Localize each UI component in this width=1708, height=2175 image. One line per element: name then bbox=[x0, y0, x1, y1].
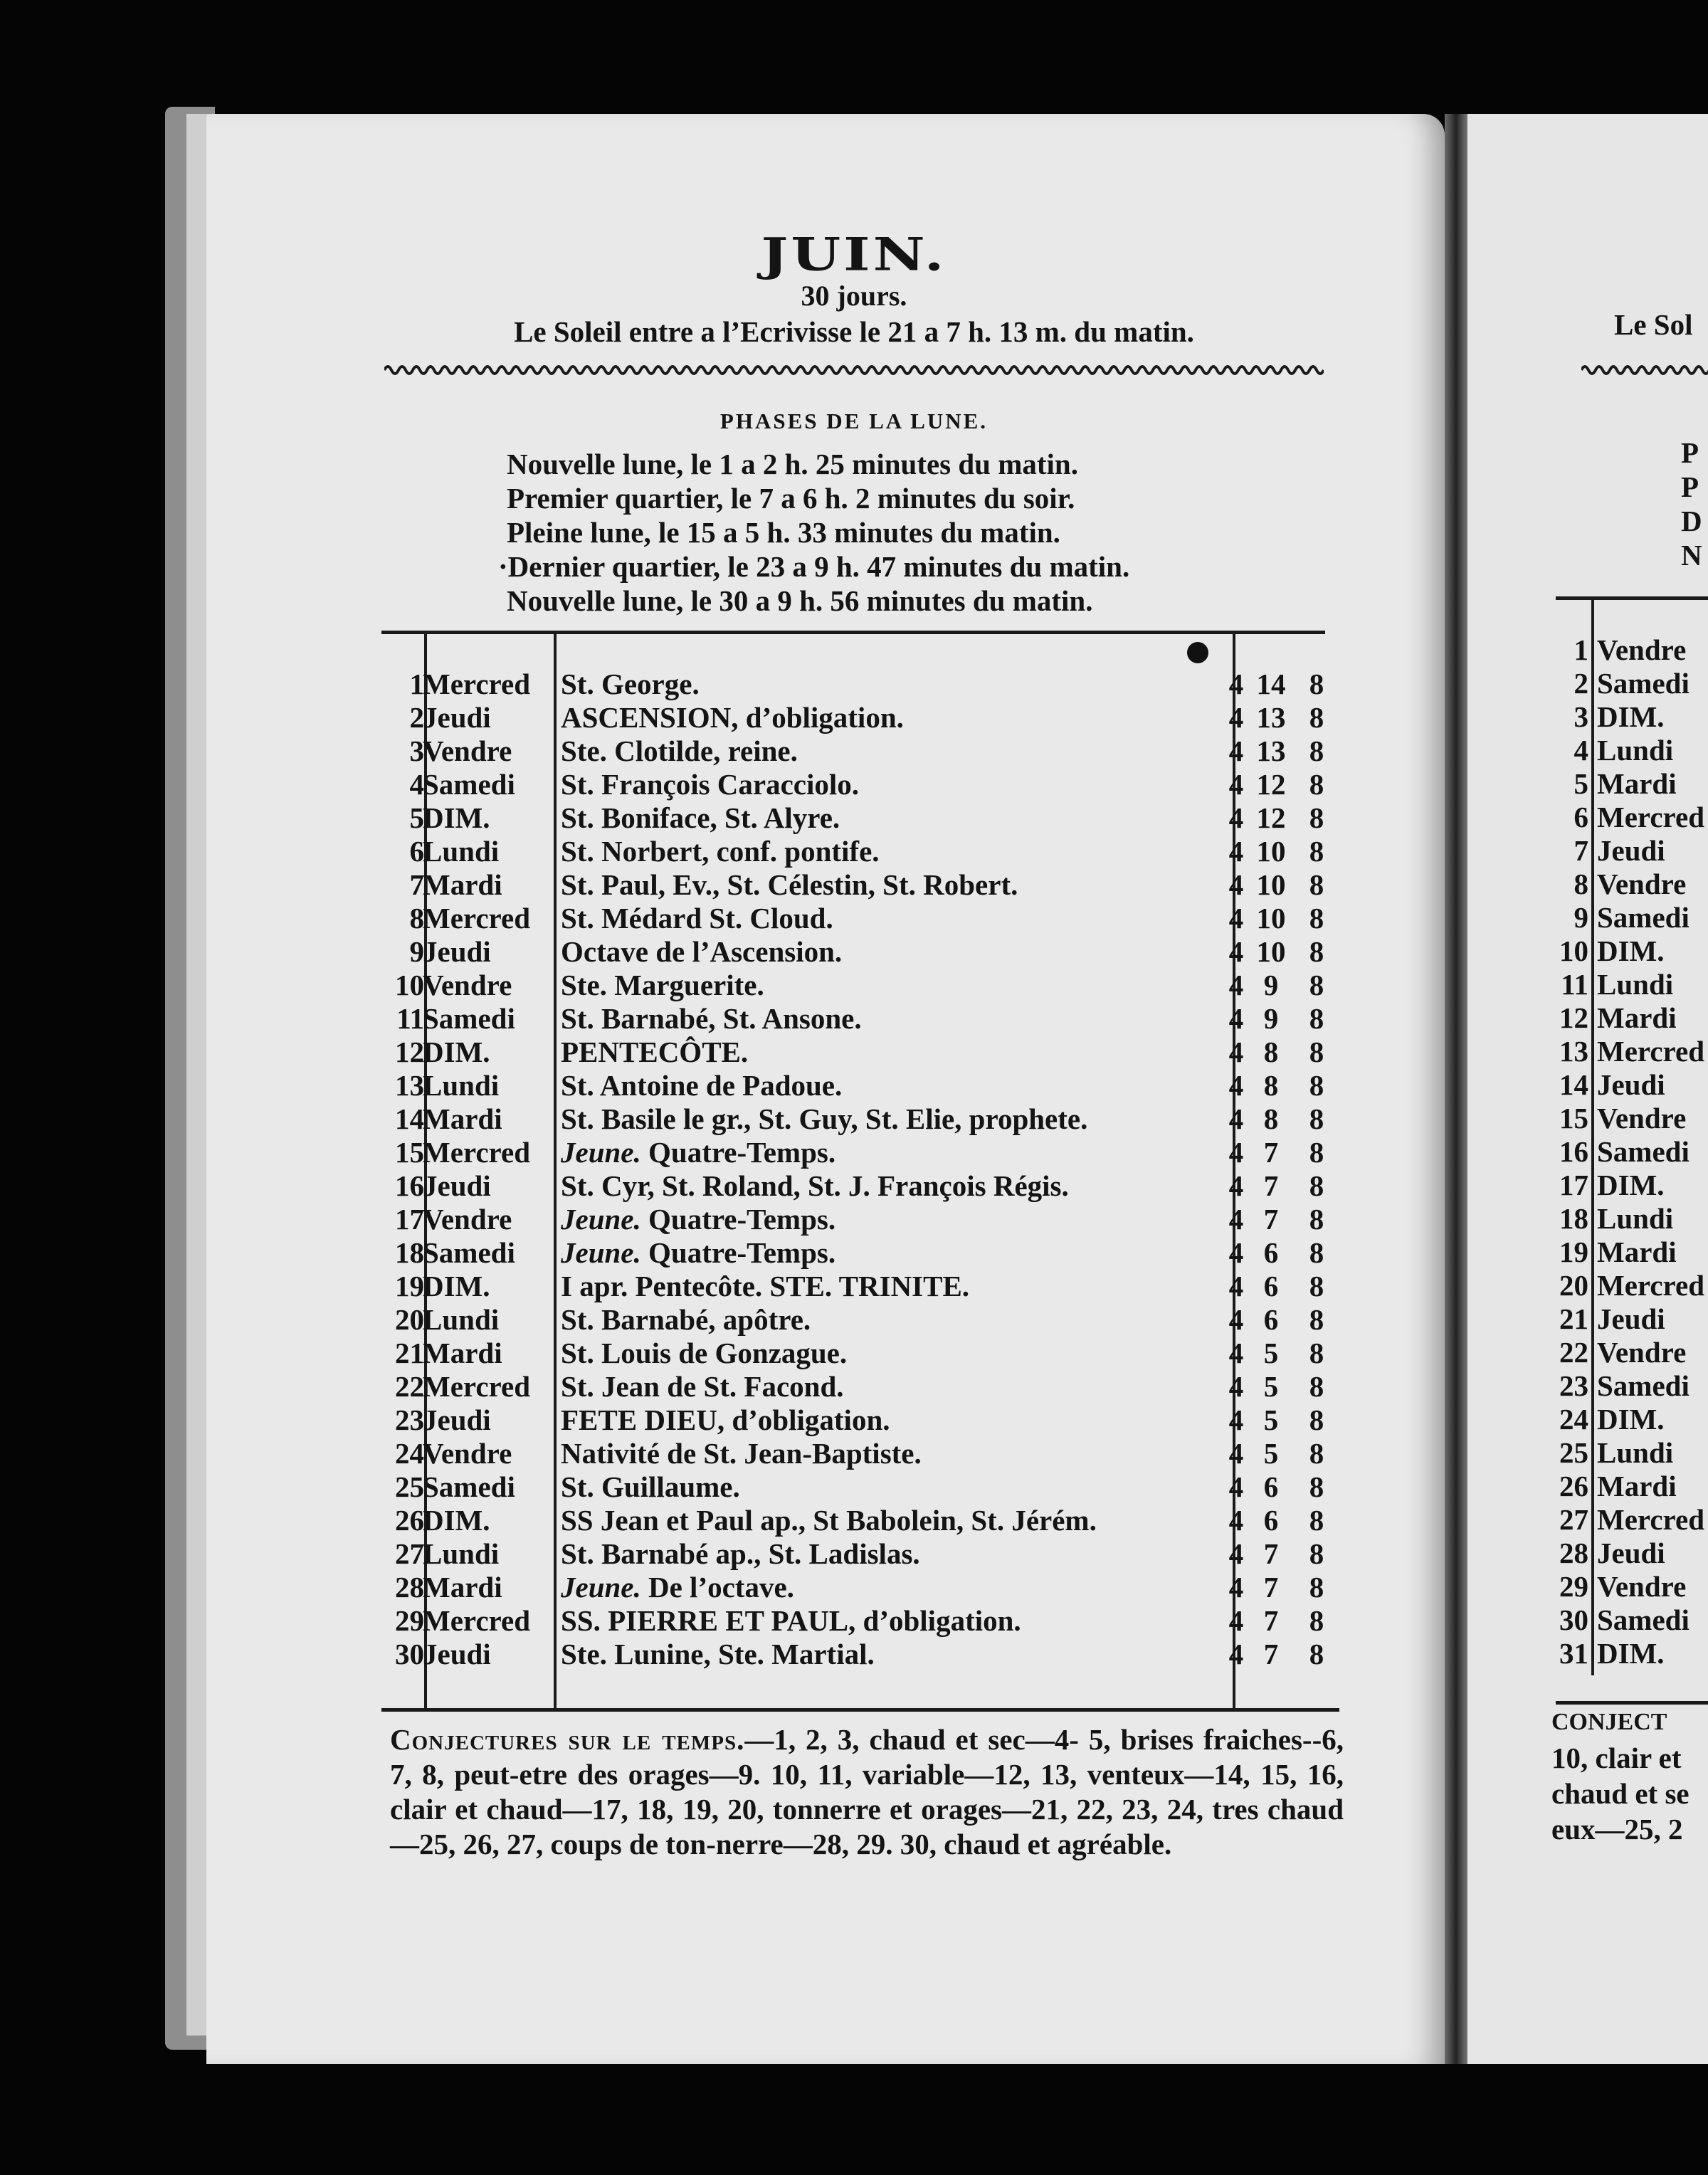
right-weekday: Vendre bbox=[1597, 868, 1687, 900]
day-number: 14 bbox=[395, 1102, 424, 1135]
right-conjectures-line: chaud et se bbox=[1551, 1777, 1689, 1810]
minute-value: 7 bbox=[1263, 1203, 1279, 1236]
extra-value: 8 bbox=[1309, 868, 1324, 901]
extra-value: 8 bbox=[1309, 1036, 1324, 1068]
right-phase-letter: D bbox=[1681, 505, 1702, 537]
hour-value: 4 bbox=[1228, 1604, 1244, 1637]
minute-value: 5 bbox=[1263, 1437, 1279, 1470]
right-weekday: Jeudi bbox=[1597, 1537, 1665, 1569]
extra-value: 8 bbox=[1309, 902, 1324, 934]
weekday: Mardi bbox=[423, 1102, 502, 1135]
day-number: 19 bbox=[395, 1270, 424, 1302]
right-day-number: 30 bbox=[1559, 1603, 1588, 1636]
minute-value: 6 bbox=[1263, 1236, 1279, 1269]
day-number: 8 bbox=[409, 902, 424, 934]
minute-value: 12 bbox=[1256, 768, 1286, 801]
day-number: 24 bbox=[395, 1437, 424, 1470]
hour-value: 4 bbox=[1228, 1136, 1244, 1169]
days-count: 30 jours. bbox=[801, 280, 907, 312]
saint-entry: I apr. Pentecôte. STE. TRINITE. bbox=[561, 1270, 970, 1302]
saint-entry: PENTECÔTE. bbox=[561, 1036, 749, 1068]
day-number: 12 bbox=[395, 1036, 424, 1068]
extra-value: 8 bbox=[1309, 734, 1324, 767]
extra-value: 8 bbox=[1309, 701, 1324, 734]
saint-entry: Jeune. Quatre-Temps. bbox=[561, 1236, 836, 1269]
right-weekday: Mercred bbox=[1597, 1269, 1705, 1302]
saint-entry: St. Barnabé ap., St. Ladislas. bbox=[561, 1537, 920, 1570]
moon-phase-line: Pleine lune, le 15 a 5 h. 33 minutes du matin. bbox=[507, 516, 1060, 549]
weekday: Samedi bbox=[423, 768, 515, 801]
hour-value: 4 bbox=[1228, 1270, 1244, 1302]
hour-value: 4 bbox=[1228, 768, 1244, 801]
weekday: Vendre bbox=[423, 734, 512, 767]
day-number: 25 bbox=[395, 1470, 424, 1503]
hour-value: 4 bbox=[1228, 1537, 1244, 1570]
saint-entry: St. Jean de St. Facond. bbox=[561, 1370, 844, 1403]
minute-value: 10 bbox=[1256, 868, 1286, 901]
hour-value: 4 bbox=[1228, 734, 1244, 767]
right-day-number: 15 bbox=[1559, 1102, 1588, 1134]
extra-value: 8 bbox=[1309, 1069, 1324, 1102]
hour-value: 4 bbox=[1228, 668, 1244, 700]
extra-value: 8 bbox=[1309, 1537, 1324, 1570]
right-phase-letter: P bbox=[1681, 436, 1699, 469]
right-weekday: Mercred bbox=[1597, 1503, 1705, 1536]
minute-value: 14 bbox=[1256, 668, 1286, 700]
right-weekday: DIM. bbox=[1597, 934, 1665, 967]
extra-value: 8 bbox=[1309, 1571, 1324, 1603]
day-number: 20 bbox=[395, 1303, 424, 1336]
extra-value: 8 bbox=[1309, 935, 1324, 968]
right-day-number: 27 bbox=[1559, 1503, 1588, 1536]
hour-value: 4 bbox=[1228, 935, 1244, 968]
right-day-number: 22 bbox=[1559, 1336, 1588, 1369]
right-weekday: Jeudi bbox=[1597, 1302, 1665, 1335]
weekday: Mardi bbox=[423, 868, 502, 901]
extra-value: 8 bbox=[1309, 801, 1324, 834]
extra-value: 8 bbox=[1309, 1136, 1324, 1169]
extra-value: 8 bbox=[1309, 1203, 1324, 1236]
right-weekday: DIM. bbox=[1597, 1637, 1665, 1670]
saint-entry: St. Médard St. Cloud. bbox=[561, 902, 833, 934]
right-calendar-row bbox=[0, 1302, 1708, 1336]
hour-value: 4 bbox=[1228, 1069, 1244, 1102]
hour-value: 4 bbox=[1228, 835, 1244, 868]
right-weekday: Mardi bbox=[1597, 1236, 1677, 1268]
day-number: 5 bbox=[409, 801, 424, 834]
minute-value: 8 bbox=[1263, 1102, 1279, 1135]
right-weekday: Vendre bbox=[1597, 1102, 1687, 1134]
day-number: 29 bbox=[395, 1604, 424, 1637]
weekday: Mercred bbox=[423, 1370, 531, 1403]
day-number: 22 bbox=[395, 1370, 424, 1403]
extra-value: 8 bbox=[1309, 969, 1324, 1001]
right-day-number: 31 bbox=[1559, 1637, 1588, 1670]
saint-entry: St. Basile le gr., St. Guy, St. Elie, prophete. bbox=[561, 1102, 1088, 1135]
extra-value: 8 bbox=[1309, 1470, 1324, 1503]
right-weekday: Jeudi bbox=[1597, 1068, 1665, 1101]
right-calendar-row bbox=[0, 767, 1708, 801]
weekday: Samedi bbox=[423, 1470, 515, 1503]
hour-value: 4 bbox=[1228, 1571, 1244, 1603]
weekday: Jeudi bbox=[423, 1638, 491, 1670]
minute-value: 6 bbox=[1263, 1470, 1279, 1503]
day-number: 9 bbox=[409, 935, 424, 968]
hour-value: 4 bbox=[1228, 1002, 1244, 1035]
saint-entry: Ste. Marguerite. bbox=[561, 969, 764, 1001]
right-weekday: Vendre bbox=[1597, 1336, 1687, 1369]
right-calendar-row bbox=[0, 1537, 1708, 1570]
right-sun-entry-fragment: Le Sol bbox=[1614, 308, 1693, 341]
hour-value: 4 bbox=[1228, 1337, 1244, 1369]
day-number: 30 bbox=[395, 1638, 424, 1670]
right-calendar-row bbox=[0, 1236, 1708, 1269]
right-calendar-row bbox=[0, 1169, 1708, 1202]
hour-value: 4 bbox=[1228, 1437, 1244, 1470]
weekday: DIM. bbox=[423, 1504, 490, 1537]
weekday: Vendre bbox=[423, 1437, 512, 1470]
right-weekday: Samedi bbox=[1597, 1369, 1689, 1402]
moon-phases-title: PHASES DE LA LUNE. bbox=[719, 409, 989, 433]
right-day-number: 13 bbox=[1559, 1035, 1588, 1068]
day-number: 26 bbox=[395, 1504, 424, 1537]
saint-entry: St. Boniface, St. Alyre. bbox=[561, 801, 840, 834]
weekday: Lundi bbox=[423, 1537, 500, 1570]
saint-entry: Octave de l’Ascension. bbox=[561, 935, 843, 968]
right-calendar-row bbox=[0, 1035, 1708, 1068]
minute-value: 12 bbox=[1256, 801, 1286, 834]
conjectures-label: Conjectures sur le temps. bbox=[390, 1723, 745, 1756]
day-number: 13 bbox=[395, 1069, 424, 1102]
saint-entry: Ste. Clotilde, reine. bbox=[561, 734, 798, 767]
right-calendar-row bbox=[0, 667, 1708, 700]
weekday: Mercred bbox=[423, 902, 531, 934]
extra-value: 8 bbox=[1309, 835, 1324, 868]
right-calendar-row bbox=[0, 1503, 1708, 1537]
day-number: 1 bbox=[409, 668, 424, 700]
right-day-number: 25 bbox=[1559, 1436, 1588, 1469]
hour-value: 4 bbox=[1228, 1102, 1244, 1135]
right-day-number: 12 bbox=[1559, 1001, 1588, 1034]
right-phase-letter: N bbox=[1681, 539, 1702, 572]
right-calendar-row bbox=[0, 1336, 1708, 1369]
day-number: 6 bbox=[409, 835, 424, 868]
minute-value: 10 bbox=[1256, 835, 1286, 868]
right-weekday: Samedi bbox=[1597, 901, 1689, 934]
day-number: 15 bbox=[395, 1136, 424, 1169]
right-calendar-row bbox=[0, 901, 1708, 934]
extra-value: 8 bbox=[1309, 1437, 1324, 1470]
right-weekday: DIM. bbox=[1597, 1169, 1665, 1201]
right-day-number: 2 bbox=[1573, 667, 1588, 700]
saint-entry: SS. PIERRE ET PAUL, d’obligation. bbox=[561, 1604, 1021, 1637]
month-title: JUIN. bbox=[761, 227, 947, 281]
right-day-number: 11 bbox=[1561, 968, 1588, 1001]
weekday: Vendre bbox=[423, 969, 512, 1001]
day-number: 2 bbox=[409, 701, 424, 734]
saint-entry: St. Barnabé, St. Ansone. bbox=[561, 1002, 862, 1035]
extra-value: 8 bbox=[1309, 1604, 1324, 1637]
right-day-number: 20 bbox=[1559, 1269, 1588, 1302]
right-weekday: Mercred bbox=[1597, 1035, 1705, 1068]
weekday: Jeudi bbox=[423, 1169, 491, 1202]
weekday: Jeudi bbox=[423, 701, 491, 734]
right-calendar-row bbox=[0, 1570, 1708, 1603]
day-number: 7 bbox=[409, 868, 424, 901]
weekday: Lundi bbox=[423, 1069, 500, 1102]
conjectures-text: —1, 2, 3, chaud et sec—4- 5, brises fraiches--6, 7, 8, peut-etre des orages—9. 10, 11, variable—12, 13, venteux—14, 15, 16, clair et chaud—17, 18, 19, 20, tonnerre et orages—21, 22, 23, 24, tres chaud—25, 26, 27, coups de ton-nerre—28, 29. 30, chaud et agréable. bbox=[390, 1723, 1344, 1860]
right-weekday: Samedi bbox=[1597, 1603, 1689, 1636]
minute-value: 8 bbox=[1263, 1036, 1279, 1068]
right-calendar-row bbox=[0, 1403, 1708, 1436]
right-calendar-row bbox=[0, 1269, 1708, 1302]
extra-value: 8 bbox=[1309, 1638, 1324, 1670]
day-number: 23 bbox=[395, 1404, 424, 1436]
right-day-number: 8 bbox=[1573, 868, 1588, 900]
right-weekday: Lundi bbox=[1597, 968, 1674, 1001]
right-day-number: 19 bbox=[1559, 1236, 1588, 1268]
minute-value: 7 bbox=[1263, 1571, 1279, 1603]
hour-value: 4 bbox=[1228, 969, 1244, 1001]
right-day-number: 21 bbox=[1559, 1302, 1588, 1335]
minute-value: 7 bbox=[1263, 1604, 1279, 1637]
day-number: 17 bbox=[395, 1203, 424, 1236]
right-weekday: Vendre bbox=[1597, 633, 1687, 666]
saint-entry: St. Louis de Gonzague. bbox=[561, 1337, 848, 1369]
hour-value: 4 bbox=[1228, 801, 1244, 834]
saint-entry: St. Norbert, conf. pontife. bbox=[561, 835, 880, 868]
day-number: 10 bbox=[395, 969, 424, 1001]
right-weekday: Mardi bbox=[1597, 1470, 1677, 1502]
extra-value: 8 bbox=[1309, 1370, 1324, 1403]
weekday: Lundi bbox=[423, 835, 500, 868]
wavy-rule bbox=[384, 359, 1324, 381]
right-calendar-row bbox=[0, 1068, 1708, 1102]
hour-value: 4 bbox=[1228, 1303, 1244, 1336]
minute-value: 8 bbox=[1263, 1069, 1279, 1102]
right-calendar-row bbox=[0, 1001, 1708, 1035]
right-weekday: DIM. bbox=[1597, 700, 1665, 733]
hour-value: 4 bbox=[1228, 868, 1244, 901]
right-day-number: 5 bbox=[1573, 767, 1588, 800]
saint-entry: Nativité de St. Jean-Baptiste. bbox=[561, 1437, 922, 1470]
saint-entry: St. Guillaume. bbox=[561, 1470, 740, 1503]
saint-entry: FETE DIEU, d’obligation. bbox=[561, 1404, 890, 1436]
right-phase-letter: P bbox=[1681, 470, 1699, 503]
moon-phase-line: Premier quartier, le 7 a 6 h. 2 minutes du soir. bbox=[507, 482, 1075, 515]
right-day-number: 10 bbox=[1559, 934, 1588, 967]
day-number: 27 bbox=[395, 1537, 424, 1570]
minute-value: 9 bbox=[1263, 1002, 1279, 1035]
minute-value: 10 bbox=[1256, 935, 1286, 968]
hour-value: 4 bbox=[1228, 1638, 1244, 1670]
minute-value: 7 bbox=[1263, 1169, 1279, 1202]
right-weekday: Mercred bbox=[1597, 801, 1705, 833]
moon-phase-line: Nouvelle lune, le 1 a 2 h. 25 minutes du matin. bbox=[507, 448, 1078, 480]
saint-entry: St. Barnabé, apôtre. bbox=[561, 1303, 811, 1336]
table-bottom-rule bbox=[381, 1708, 1339, 1712]
hour-value: 4 bbox=[1228, 1203, 1244, 1236]
weather-conjectures bbox=[390, 1722, 1344, 1862]
minute-value: 6 bbox=[1263, 1303, 1279, 1336]
saint-entry: Jeune. De l’octave. bbox=[561, 1571, 794, 1603]
right-day-number: 3 bbox=[1573, 700, 1588, 733]
right-day-number: 16 bbox=[1559, 1135, 1588, 1168]
extra-value: 8 bbox=[1309, 1337, 1324, 1369]
minute-value: 6 bbox=[1263, 1270, 1279, 1302]
minute-value: 5 bbox=[1263, 1337, 1279, 1369]
saint-entry: St. François Caracciolo. bbox=[561, 768, 860, 801]
saint-entry: ASCENSION, d’obligation. bbox=[561, 701, 904, 734]
right-weekday: DIM. bbox=[1597, 1403, 1665, 1436]
weekday: DIM. bbox=[423, 1036, 490, 1068]
minute-value: 7 bbox=[1263, 1537, 1279, 1570]
day-number: 28 bbox=[395, 1571, 424, 1603]
right-calendar-row bbox=[0, 801, 1708, 834]
extra-value: 8 bbox=[1309, 1169, 1324, 1202]
extra-value: 8 bbox=[1309, 1002, 1324, 1035]
right-calendar-row bbox=[0, 968, 1708, 1001]
hour-value: 4 bbox=[1228, 1404, 1244, 1436]
minute-value: 13 bbox=[1256, 701, 1286, 734]
right-day-number: 29 bbox=[1559, 1570, 1588, 1603]
right-day-number: 9 bbox=[1573, 901, 1588, 934]
hour-value: 4 bbox=[1228, 1370, 1244, 1403]
right-day-number: 23 bbox=[1559, 1369, 1588, 1402]
weekday: Samedi bbox=[423, 1236, 515, 1269]
weekday: DIM. bbox=[423, 801, 490, 834]
right-calendar-row bbox=[0, 1102, 1708, 1135]
day-number: 4 bbox=[409, 768, 424, 801]
right-weekday: Lundi bbox=[1597, 1436, 1674, 1469]
hour-value: 4 bbox=[1228, 1236, 1244, 1269]
sun-entry-line: Le Soleil entre a l’Ecrivisse le 21 a 7 h. 13 m. du matin. bbox=[514, 315, 1194, 348]
saint-entry: St. Cyr, St. Roland, St. J. François Régis. bbox=[561, 1169, 1069, 1202]
right-conjectures-fragment bbox=[1551, 1705, 1708, 1847]
minute-value: 5 bbox=[1263, 1370, 1279, 1403]
right-day-number: 14 bbox=[1559, 1068, 1588, 1101]
right-wavy-rule bbox=[1581, 359, 1708, 381]
hour-value: 4 bbox=[1228, 1470, 1244, 1503]
right-calendar-row bbox=[0, 834, 1708, 868]
moon-phase-line: ·Dernier quartier, le 23 a 9 h. 47 minutes du matin. bbox=[498, 550, 1130, 583]
right-calendar-row bbox=[0, 1135, 1708, 1169]
right-day-number: 4 bbox=[1573, 734, 1588, 767]
saint-entry: SS Jean et Paul ap., St Babolein, St. Jérém. bbox=[561, 1504, 1097, 1537]
right-conjectures-line: 10, clair et bbox=[1551, 1742, 1682, 1774]
right-day-number: 26 bbox=[1559, 1470, 1588, 1502]
right-day-number: 18 bbox=[1559, 1202, 1588, 1235]
minute-value: 10 bbox=[1256, 902, 1286, 934]
extra-value: 8 bbox=[1309, 1504, 1324, 1537]
right-day-number: 6 bbox=[1573, 801, 1588, 833]
minute-value: 7 bbox=[1263, 1136, 1279, 1169]
right-weekday: Lundi bbox=[1597, 1202, 1674, 1235]
right-calendar-row bbox=[0, 700, 1708, 734]
minute-value: 7 bbox=[1263, 1638, 1279, 1670]
right-weekday: Jeudi bbox=[1597, 834, 1665, 867]
saint-entry: St. George. bbox=[561, 668, 700, 700]
saint-entry: Jeune. Quatre-Temps. bbox=[561, 1136, 836, 1169]
right-weekday: Mardi bbox=[1597, 767, 1677, 800]
hour-value: 4 bbox=[1228, 701, 1244, 734]
saint-entry: Jeune. Quatre-Temps. bbox=[561, 1203, 836, 1236]
right-day-number: 7 bbox=[1573, 834, 1588, 867]
saint-entry: St. Antoine de Padoue. bbox=[561, 1069, 843, 1102]
weekday: Jeudi bbox=[423, 935, 491, 968]
day-number: 18 bbox=[395, 1236, 424, 1269]
right-weekday: Lundi bbox=[1597, 734, 1674, 767]
hour-value: 4 bbox=[1228, 1036, 1244, 1068]
weekday: Mercred bbox=[423, 668, 531, 700]
saint-entry: Ste. Lunine, Ste. Martial. bbox=[561, 1638, 875, 1670]
hour-value: 4 bbox=[1228, 1504, 1244, 1537]
right-calendar-row bbox=[0, 1603, 1708, 1637]
minute-value: 5 bbox=[1263, 1404, 1279, 1436]
right-conjectures-line: CONJECT bbox=[1551, 1709, 1667, 1735]
hour-value: 4 bbox=[1228, 902, 1244, 934]
extra-value: 8 bbox=[1309, 1270, 1324, 1302]
day-number: 3 bbox=[409, 734, 424, 767]
day-number: 11 bbox=[396, 1002, 424, 1035]
weekday: Jeudi bbox=[423, 1404, 491, 1436]
extra-value: 8 bbox=[1309, 1236, 1324, 1269]
right-weekday: Samedi bbox=[1597, 667, 1689, 700]
moon-phase-line: Nouvelle lune, le 30 a 9 h. 56 minutes du matin. bbox=[507, 584, 1093, 617]
right-weekday: Mardi bbox=[1597, 1001, 1677, 1034]
minute-value: 6 bbox=[1263, 1504, 1279, 1537]
weekday: Samedi bbox=[423, 1002, 515, 1035]
weekday: Mardi bbox=[423, 1571, 502, 1603]
extra-value: 8 bbox=[1309, 1404, 1324, 1436]
right-weekday: Vendre bbox=[1597, 1570, 1687, 1603]
day-number: 21 bbox=[395, 1337, 424, 1369]
weekday: Mercred bbox=[423, 1604, 531, 1637]
weekday: Vendre bbox=[423, 1203, 512, 1236]
right-calendar-row bbox=[0, 633, 1708, 667]
right-calendar-row bbox=[0, 868, 1708, 901]
right-calendar-row bbox=[0, 1202, 1708, 1236]
weekday: Mercred bbox=[423, 1136, 531, 1169]
right-calendar-row bbox=[0, 1470, 1708, 1503]
extra-value: 8 bbox=[1309, 1102, 1324, 1135]
saint-entry: St. Paul, Ev., St. Célestin, St. Robert. bbox=[561, 868, 1018, 901]
right-table-top-rule bbox=[1556, 596, 1708, 600]
right-calendar-row bbox=[0, 734, 1708, 767]
day-number: 16 bbox=[395, 1169, 424, 1202]
right-calendar-row bbox=[0, 934, 1708, 968]
extra-value: 8 bbox=[1309, 1303, 1324, 1336]
right-calendar-row bbox=[0, 1436, 1708, 1470]
right-calendar-row bbox=[0, 1369, 1708, 1403]
right-day-number: 24 bbox=[1559, 1403, 1588, 1436]
right-day-number: 28 bbox=[1559, 1537, 1588, 1569]
hour-value: 4 bbox=[1228, 1169, 1244, 1202]
weekday: DIM. bbox=[423, 1270, 490, 1302]
extra-value: 8 bbox=[1309, 668, 1324, 700]
right-conjectures-line: eux—25, 2 bbox=[1551, 1813, 1683, 1845]
right-weekday: Samedi bbox=[1597, 1135, 1689, 1168]
right-day-number: 17 bbox=[1559, 1169, 1588, 1201]
minute-value: 13 bbox=[1256, 734, 1286, 767]
extra-value: 8 bbox=[1309, 768, 1324, 801]
weekday: Lundi bbox=[423, 1303, 500, 1336]
minute-value: 9 bbox=[1263, 969, 1279, 1001]
right-day-number: 1 bbox=[1573, 633, 1588, 666]
weekday: Mardi bbox=[423, 1337, 502, 1369]
right-calendar-row bbox=[0, 1637, 1708, 1670]
